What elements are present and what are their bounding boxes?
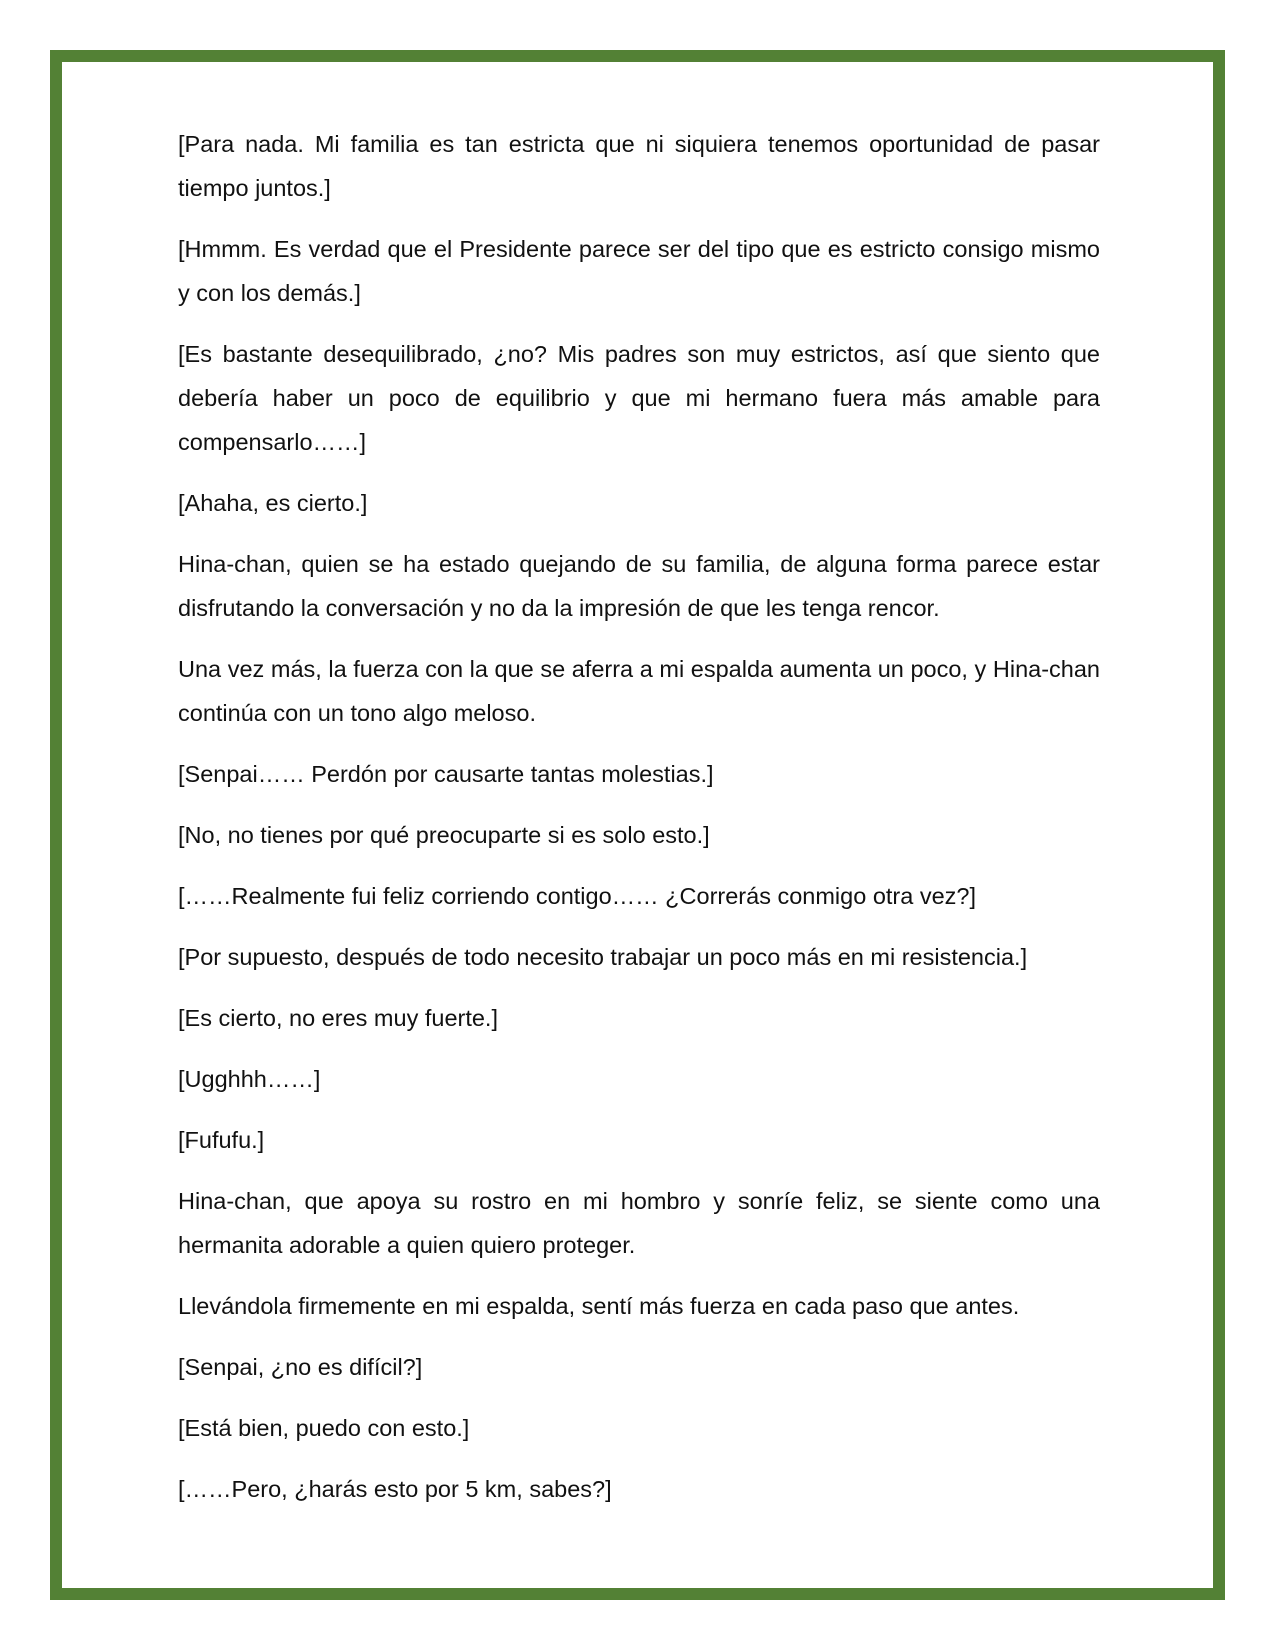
paragraph: [Ahaha, es cierto.] <box>178 490 368 516</box>
paragraph: Llevándola firmemente en mi espalda, sentí más fuerza en cada paso que antes. <box>178 1293 1020 1319</box>
paragraph: [Senpai…… Perdón por causarte tantas molestias.] <box>178 761 714 787</box>
paragraph: [No, no tienes por qué preocuparte si es solo esto.] <box>178 822 710 848</box>
paragraph: [Fufufu.] <box>178 1127 265 1153</box>
paragraph: Hina-chan, que apoya su rostro en mi hombro y sonríe feliz, se siente como una hermanita adorable a quien quiero proteger. <box>178 1188 1100 1258</box>
paragraph: [……Realmente fui feliz corriendo contigo…… ¿Correrás conmigo otra vez?] <box>178 883 977 909</box>
document-body <box>178 122 1100 1528</box>
paragraph: [Senpai, ¿no es difícil?] <box>178 1354 423 1380</box>
paragraph: [Está bien, puedo con esto.] <box>178 1415 470 1441</box>
paragraph: [Por supuesto, después de todo necesito trabajar un poco más en mi resistencia.] <box>178 944 1028 970</box>
paragraph: [Hmmm. Es verdad que el Presidente parece ser del tipo que es estricto consigo mismo y con los demás.] <box>178 236 1100 306</box>
paragraph: [Es bastante desequilibrado, ¿no? Mis padres son muy estrictos, así que siento que debería haber un poco de equilibrio y que mi hermano fuera más amable para compensarlo……] <box>178 341 1100 455</box>
paragraph: [Es cierto, no eres muy fuerte.] <box>178 1005 498 1031</box>
paragraph: Hina-chan, quien se ha estado quejando de su familia, de alguna forma parece estar disfrutando la conversación y no da la impresión de que les tenga rencor. <box>178 551 1100 621</box>
paragraph: Una vez más, la fuerza con la que se aferra a mi espalda aumenta un poco, y Hina-chan continúa con un tono algo meloso. <box>178 656 1100 726</box>
paragraph: [Para nada. Mi familia es tan estricta que ni siquiera tenemos oportunidad de pasar tiempo juntos.] <box>178 131 1100 201</box>
paragraph: [……Pero, ¿harás esto por 5 km, sabes?] <box>178 1476 612 1502</box>
paragraph: [Ugghhh……] <box>178 1066 321 1092</box>
